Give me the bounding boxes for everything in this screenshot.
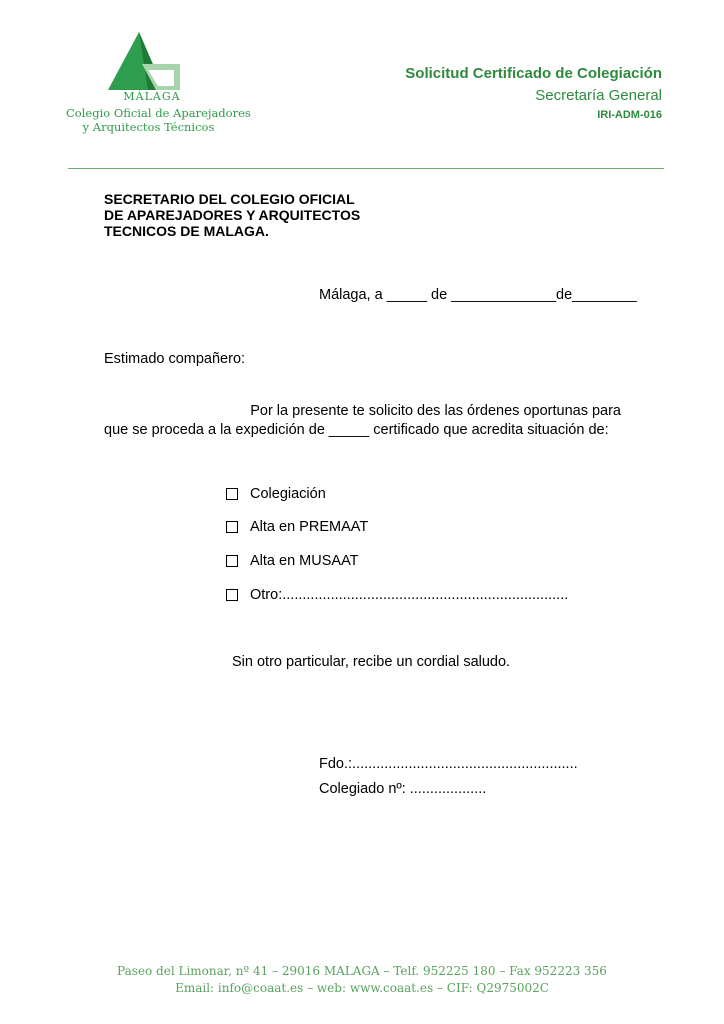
footer-contact: Email: info@coaat.es – web: www.coaat.es – CIF: Q2975002C bbox=[175, 981, 549, 995]
option-label: Alta en PREMAAT bbox=[250, 519, 369, 535]
option-premaat[interactable] bbox=[226, 519, 368, 535]
closing: Sin otro particular, recibe un cordial saludo. bbox=[232, 654, 511, 670]
document-subtitle: Secretaría General bbox=[535, 87, 662, 104]
signature-fdo: Fdo.:........................................................ bbox=[319, 756, 578, 772]
triangle-emblem-icon bbox=[104, 30, 194, 92]
date-line: Málaga, a _____ de _____________de________ bbox=[319, 287, 637, 303]
option-otro[interactable] bbox=[226, 587, 568, 603]
option-label: Alta en MUSAAT bbox=[250, 553, 359, 569]
document-code: IRI-ADM-016 bbox=[597, 109, 662, 121]
header-divider bbox=[68, 168, 664, 169]
document-title: Solicitud Certificado de Colegiación bbox=[405, 65, 662, 82]
recipient-line-2: DE APAREJADORES Y ARQUITECTOS bbox=[104, 207, 361, 223]
checkbox-icon[interactable] bbox=[226, 521, 238, 533]
logo bbox=[66, 30, 251, 140]
logo-city: MÁLAGA bbox=[123, 90, 181, 103]
checkbox-icon[interactable] bbox=[226, 488, 238, 500]
checkbox-icon[interactable] bbox=[226, 589, 238, 601]
option-musaat[interactable] bbox=[226, 553, 359, 569]
option-colegiacion[interactable] bbox=[226, 486, 326, 502]
recipient-line-1: SECRETARIO DEL COLEGIO OFICIAL bbox=[104, 191, 355, 207]
request-paragraph bbox=[104, 402, 621, 440]
option-label: Otro:....................................................................... bbox=[250, 587, 569, 603]
recipient-line-3: TECNICOS DE MALAGA. bbox=[104, 223, 269, 239]
logo-text-line1: Colegio Oficial de Aparejadores bbox=[66, 106, 251, 120]
checkbox-icon[interactable] bbox=[226, 555, 238, 567]
option-label: Colegiación bbox=[250, 486, 326, 502]
paragraph-part-2: que se proceda a la expedición de _____ certificado que acredita situación de: bbox=[104, 422, 609, 438]
paragraph-part-1: Por la presente te solicito des las órdenes oportunas para bbox=[250, 403, 621, 419]
signature-colegiado: Colegiado nº: ................... bbox=[319, 781, 487, 797]
footer-address: Paseo del Limonar, nº 41 – 29016 MALAGA – Telf. 952225 180 – Fax 952223 356 bbox=[117, 964, 607, 978]
logo-text-line2: y Arquitectos Técnicos bbox=[82, 120, 215, 134]
greeting: Estimado compañero: bbox=[104, 351, 246, 367]
